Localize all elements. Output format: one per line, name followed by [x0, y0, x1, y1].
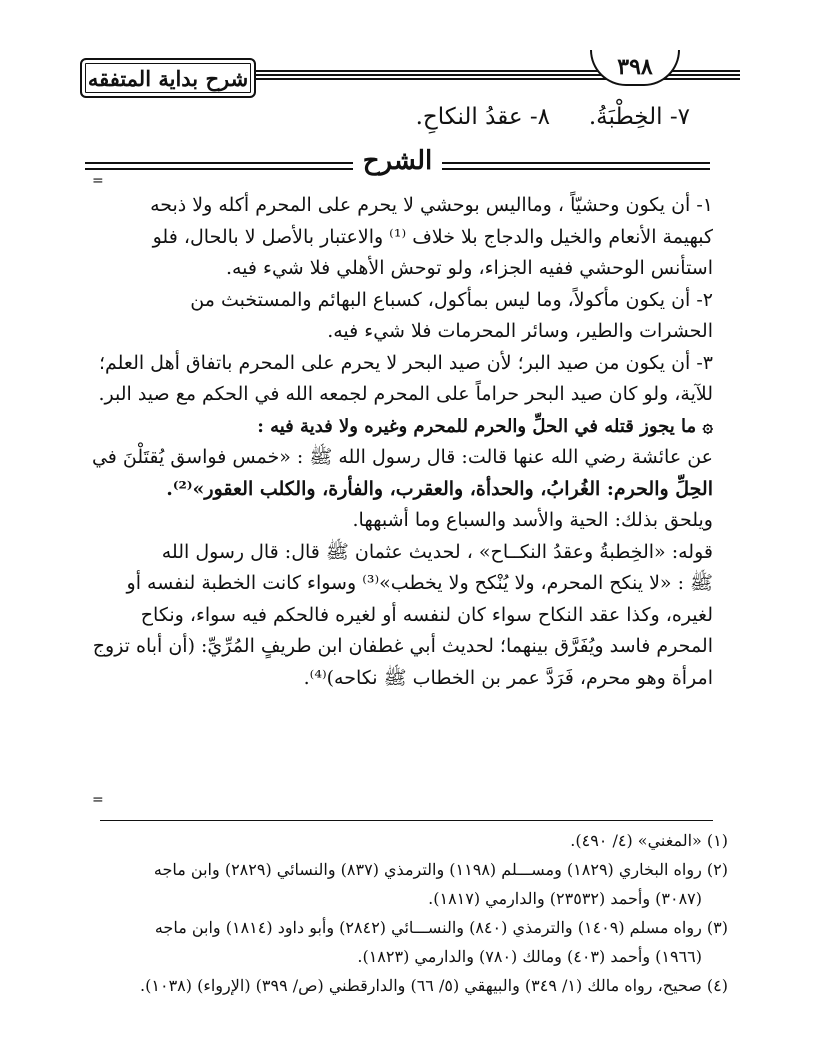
footnote: (٢) رواه البخاري (١٨٢٩) ومســـلم (١١٩٨) والترمذي (٨٣٧) والنسائي (٢٨٢٩) وابن ماجه: [153, 860, 728, 879]
section-title: الشرح: [362, 146, 433, 176]
page-number: ٣٩٨: [590, 50, 680, 86]
section-rule-left: [85, 162, 353, 170]
body-line: المحرم فاسد ويُفَرَّق بينهما؛ لحديث أبي غطفان ابن طريفٍ المُرِّيِّ: (أن أباه تزوج: [92, 635, 713, 657]
footnote-continuation: (٣٠٨٧) وأحمد (٢٣٥٣٢) والدارمي (١٨١٧).: [428, 889, 702, 908]
body-line: ويلحق بذلك: الحية والأسد والسباع وما أشبهها.: [352, 509, 713, 531]
body-line: ٢- أن يكون مأكولاً، وما ليس بمأكول، كسباع البهائم والمستخبث من: [190, 288, 713, 311]
footnote: (٣) رواه مسلم (١٤٠٩) والترمذي (٨٤٠) والنســـائي (٢٨٤٢) وأبو داود (١٨١٤) وابن ماجه: [154, 918, 728, 937]
body-line: قوله: «الخِطبةُ وعقدُ النكــاح» ، لحديث عثمان ﷺ قال: قال رسول الله: [161, 540, 713, 563]
body-line: ١- أن يكون وحشيّاً ، ومااليس بوحشي لا يحرم على المحرم أكله ولا ذبحه: [150, 194, 713, 216]
margin-mark: =: [92, 173, 104, 189]
footnote-separator: [100, 820, 713, 821]
body-line: استأنس الوحشي ففيه الجزاء، ولو توحش الأهلي فلا شيء فيه.: [225, 257, 713, 279]
subheading: ۞ ما يجوز قتله في الحلِّ والحرم للمحرم وغيره ولا فدية فيه :: [257, 415, 713, 437]
footnotes: [88, 826, 728, 1000]
body-line: عن عائشة رضي الله عنها قالت: قال رسول الله ﷺ : «خمس فواسق يُقتَلْنَ في: [91, 446, 713, 468]
body-text: [88, 190, 713, 694]
body-line: ﷺ : «لا ينكح المحرم، ولا يُنْكح ولا يخطب»⁽³⁾ وسواء كانت الخطبة لنفسه أو: [126, 572, 713, 594]
footnote-continuation: (١٩٦٦) وأحمد (٤٠٣) ومالك (٧٨٠) والدارمي (١٨٢٣).: [357, 947, 702, 966]
body-line: ٣- أن يكون من صيد البر؛ لأن صيد البحر لا يحرم على المحرم باتفاق أهل العلم؛: [98, 351, 713, 374]
body-line: لغيره، وكذا عقد النكاح سواء كان لنفسه أو لغيره فالحكم فيه سواء، ونكاح: [140, 603, 713, 626]
section-header: [85, 146, 710, 189]
top-items: [360, 104, 690, 140]
footnote: (١) «المغني» (٤/ ٤٩٠).: [570, 831, 728, 850]
body-line: الحِلِّ والحرم: الغُرابُ، والحدأة، والعقرب، والفأرة، والكلب العقور»⁽²⁾.: [166, 477, 713, 500]
item-7: ٧- الخِطْبَةُ.: [588, 104, 690, 130]
body-line: كبهيمة الأنعام والخيل والدجاج بلا خلاف ⁽¹⁾ والاعتبار بالأصل لا بالحال، فلو: [152, 225, 713, 248]
body-line: امرأة وهو محرم، فَرَدَّ عمر بن الخطاب ﷺ نكاحه)⁽⁴⁾.: [303, 666, 713, 689]
body-line: للآية، ولو كان صيد البحر حراماً على المحرم لجمعه الله في الحكم مع صيد البر.: [98, 383, 713, 405]
margin-mark: =: [92, 792, 104, 808]
body-line: الحشرات والطير، وسائر المحرمات فلا شيء فيه.: [327, 320, 713, 342]
item-8: ٨- عقدُ النكاحِ.: [415, 104, 550, 130]
section-rule-right: [442, 162, 710, 170]
footnote: (٤) صحيح، رواه مالك (١/ ٣٤٩) والبيهقي (٥/ ٦٦) والدارقطني (ص/ ٣٩٩) (الإرواء) (١٠٣٨).: [140, 976, 728, 995]
book-title: شرح بداية المتفقه: [80, 58, 256, 98]
